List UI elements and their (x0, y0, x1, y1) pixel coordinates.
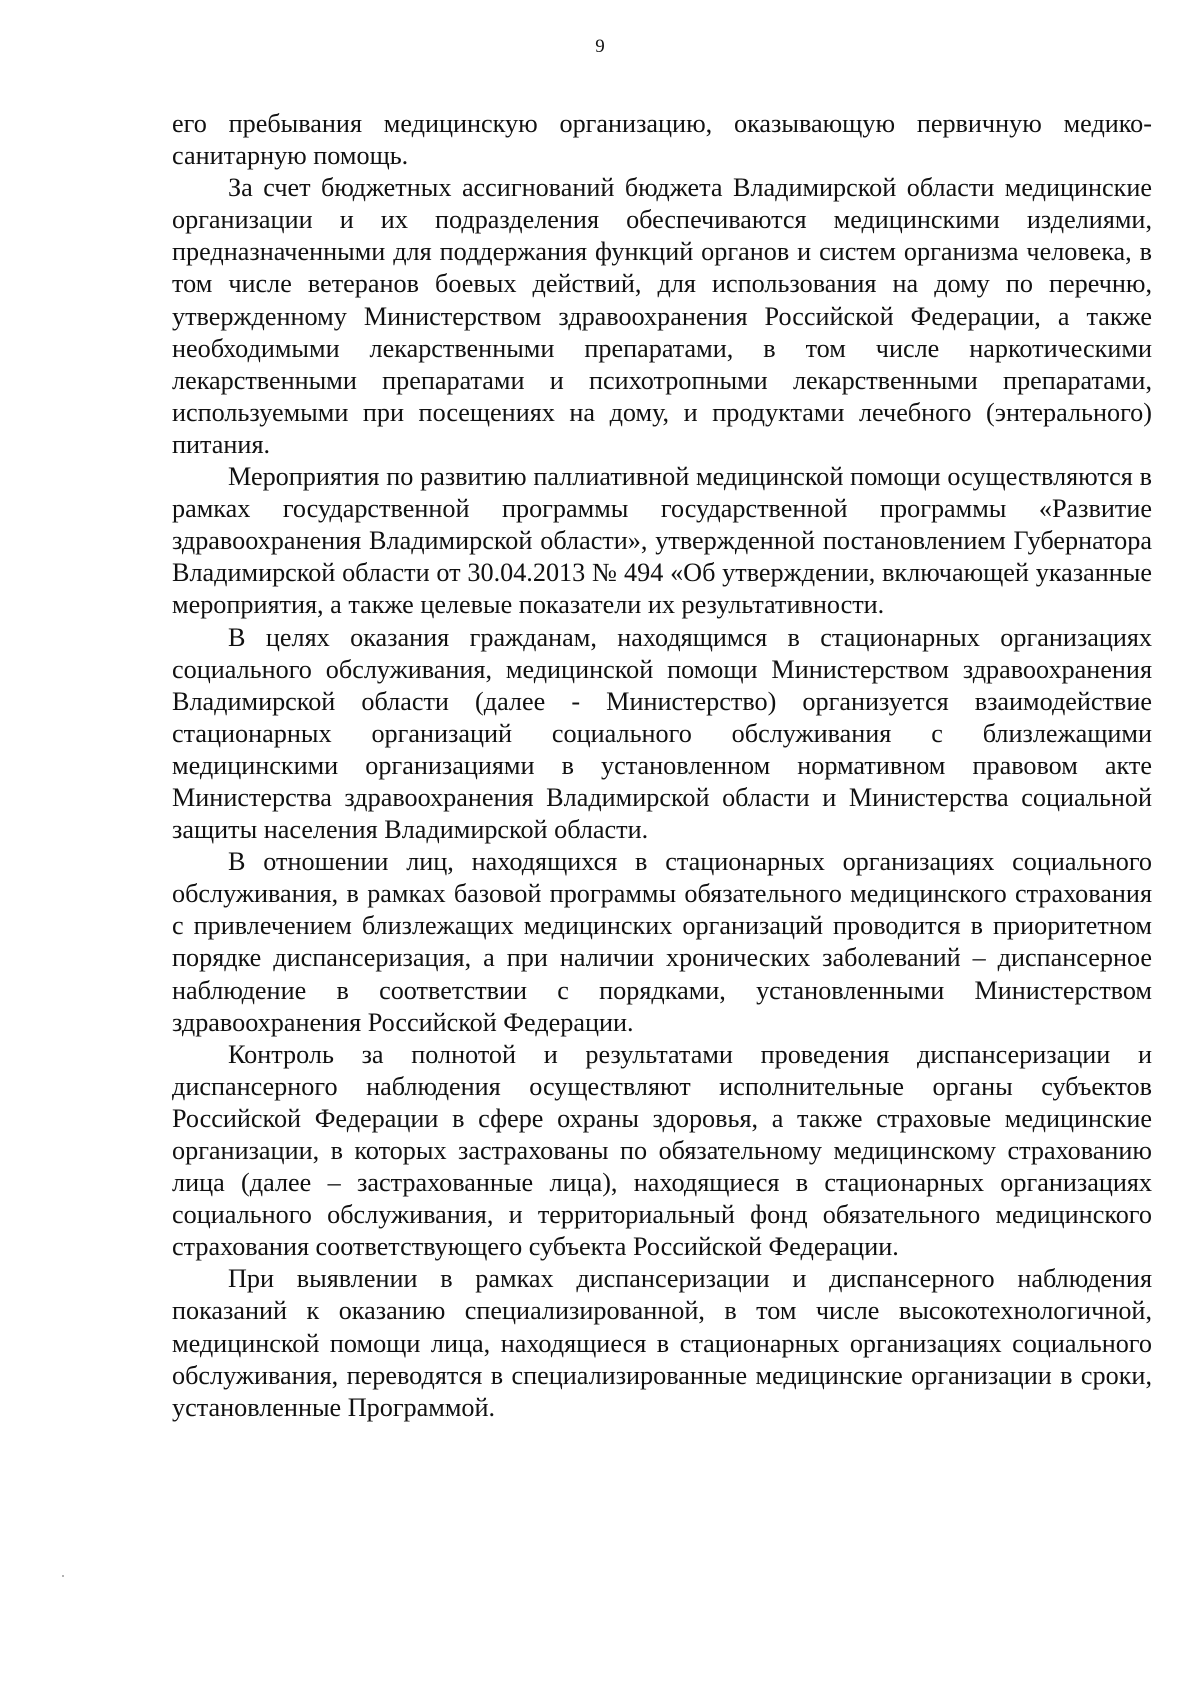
paragraph-specialized-care-transfer: При выявлении в рамках диспансеризации и диспансерного наблюдения показаний к оказанию специализированной, в том числе высокотехнологичной, медицинской помощи лица, находящиеся в стационарных организациях социального обслуживания, переводятся в специализированные медицинские организации в сроки, установленные Программой. (172, 1264, 1152, 1422)
paragraph-dispensarization: В отношении лиц, находящихся в стационарных организациях социального обслуживания, в рамках базовой программы обязательного медицинского страхования с привлечением близлежащих медицинских организаций проводится в приоритетном порядке диспансеризация, а при наличии хронических заболеваний – диспансерное наблюдение в соответствии с порядками, установленными Министерством здравоохранения Российской Федерации. (172, 847, 1152, 1037)
paragraph-palliative-program: Мероприятия по развитию паллиативной медицинской помощи осуществляются в рамках государственной программы государственной программы «Развитие здравоохранения Владимирской области», утвержденной постановлением Губернатора Владимирской области от 30.04.2013 № 494 «Об утверждении, включающей указанные мероприятия, а также целевые показатели их результативности. (172, 462, 1152, 620)
paragraph-budget-funding: За счет бюджетных ассигнований бюджета Владимирской области медицинские организации и их подразделения обеспечиваются медицинскими изделиями, предназначенными для поддержания функций органов и систем организма человека, в том числе ветеранов боевых действий, для использования на дому по перечню, утвержденному Министерством здравоохранения Российской Федерации, а также необходимыми лекарственными препаратами, в том числе наркотическими лекарственными препаратами и психотропными лекарственными препаратами, используемыми при посещениях на дому, и продуктами лечебного (энтерального) питания. (172, 173, 1152, 459)
paragraph-control: Контроль за полнотой и результатами проведения диспансеризации и диспансерного наблюдения осуществляют исполнительные органы субъектов Российской Федерации в сфере охраны здоровья, а также страховые медицинские организации, в которых застрахованы по обязательному медицинскому страхованию лица (далее – застрахованные лица), находящиеся в стационарных организациях социального обслуживания, и территориальный фонд обязательного медицинского страхования соответствующего субъекта Российской Федерации. (172, 1039, 1152, 1262)
page-number: 9 (595, 36, 605, 57)
paragraph-continuation: его пребывания медицинскую организацию, оказывающую первичную медико-санитарную помощь. (172, 109, 1152, 171)
paragraph-social-service-cooperation: В целях оказания гражданам, находящимся в стационарных организациях социального обслуживания, медицинской помощи Министерством здравоохранения Владимирской области (далее - Министерство) организуется взаимодействие стационарных организаций социального обслуживания с близлежащими медицинскими организациями в установленном нормативном правовом акте Министерства здравоохранения Владимирской области и Министерства социальной защиты населения Владимирской области. (172, 622, 1152, 845)
document-body (172, 108, 1152, 1424)
scan-speck (62, 1575, 64, 1577)
